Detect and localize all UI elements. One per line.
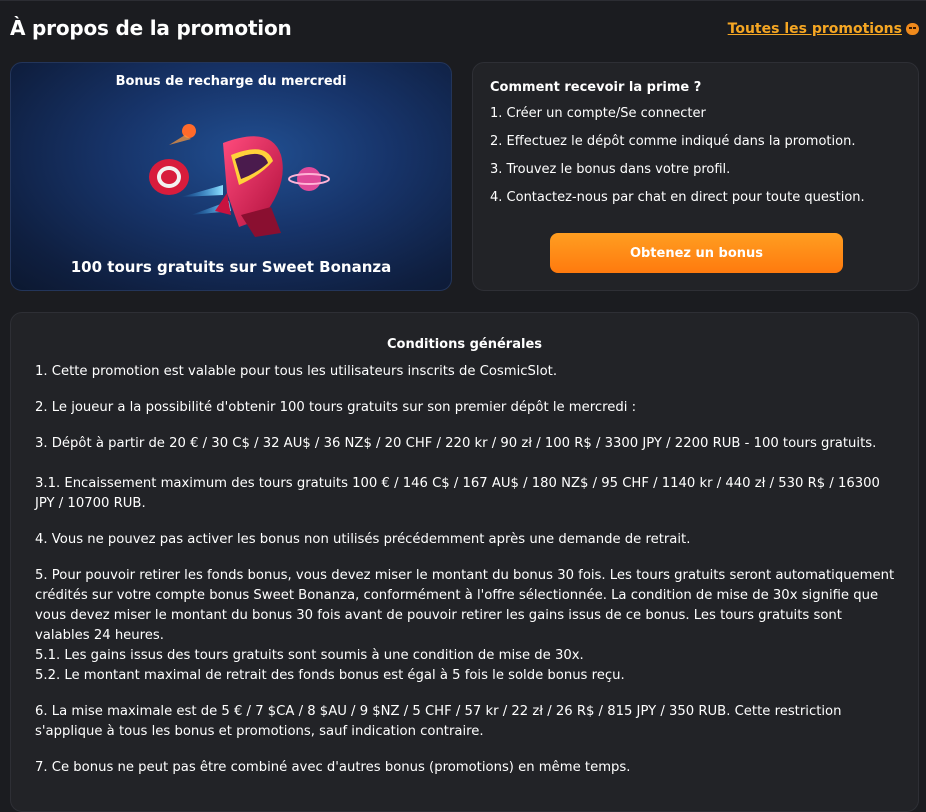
get-bonus-button[interactable]: Obtenez un bonus [550, 233, 843, 273]
terms-item: 3. Dépôt à partir de 20 € / 30 C$ / 32 AU$ / 36 NZ$ / 20 CHF / 220 kr / 90 zł / 100 R$ / 3300 JPY / 2200 RUB - 100 tours gratuits. [35, 436, 877, 451]
how-to-heading: Comment recevoir la prime ? [490, 80, 702, 95]
rocket-ship-illustration [131, 115, 331, 240]
all-promotions-link[interactable]: Toutes les promotions [727, 21, 902, 37]
terms-heading: Conditions générales [387, 337, 542, 352]
step-item: 2. Effectuez le dépôt comme indiqué dans la promotion. [490, 134, 856, 149]
top-divider [0, 0, 926, 1]
banner-subtitle: Bonus de recharge du mercredi [115, 74, 347, 89]
page-title: À propos de la promotion [10, 16, 292, 40]
step-item: 4. Contactez-nous par chat en direct pour toute question. [490, 190, 865, 205]
banner-title: 100 tours gratuits sur Sweet Bonanza [70, 258, 392, 276]
terms-item: 6. La mise maximale est de 5 € / 7 $CA / 8 $AU / 9 $NZ / 5 CHF / 57 kr / 22 zł / 26 R$ / 815 JPY / 350 RUB. Cette restriction s'applique à tous les bonus et promotions, sauf indication contraire. [35, 704, 842, 739]
all-promotions-link-group[interactable] [728, 21, 919, 37]
terms-card [10, 312, 919, 812]
pumpkin-icon [906, 23, 919, 35]
how-to-receive-card [472, 62, 919, 291]
terms-item: 2. Le joueur a la possibilité d'obtenir 100 tours gratuits sur son premier dépôt le mercredi : [35, 400, 637, 415]
terms-item: 5.2. Le montant maximal de retrait des fonds bonus est égal à 5 fois le solde bonus reçu. [35, 668, 625, 683]
terms-item: 4. Vous ne pouvez pas activer les bonus non utilisés précédemment après une demande de retrait. [35, 532, 691, 547]
promo-banner [10, 62, 452, 291]
terms-item: 1. Cette promotion est valable pour tous les utilisateurs inscrits de CosmicSlot. [35, 364, 558, 379]
terms-item: 5. Pour pouvoir retirer les fonds bonus, vous devez miser le montant du bonus 30 fois. Les tours gratuits seront automatiquement crédités sur votre compte bonus Sweet Bonanza, conformément à l'offre sélectionnée. La condition de mise de 30x signifie que vous devez miser le montant du bonus 30 fois avant de pouvoir retirer les gains issus de ce bonus. Les tours gratuits sont valables 24 heures. [35, 568, 895, 643]
terms-item: 3.1. Encaissement maximum des tours gratuits 100 € / 146 C$ / 167 AU$ / 180 NZ$ / 95 CHF / 1140 kr / 440 zł / 530 R$ / 16300 JPY / 10700 RUB. [35, 476, 880, 511]
terms-item: 5.1. Les gains issus des tours gratuits sont soumis à une condition de mise de 30x. [35, 648, 584, 663]
step-item: 3. Trouvez le bonus dans votre profil. [490, 162, 731, 177]
terms-item: 7. Ce bonus ne peut pas être combiné avec d'autres bonus (promotions) en même temps. [35, 760, 631, 775]
step-item: 1. Créer un compte/Se connecter [490, 106, 706, 121]
